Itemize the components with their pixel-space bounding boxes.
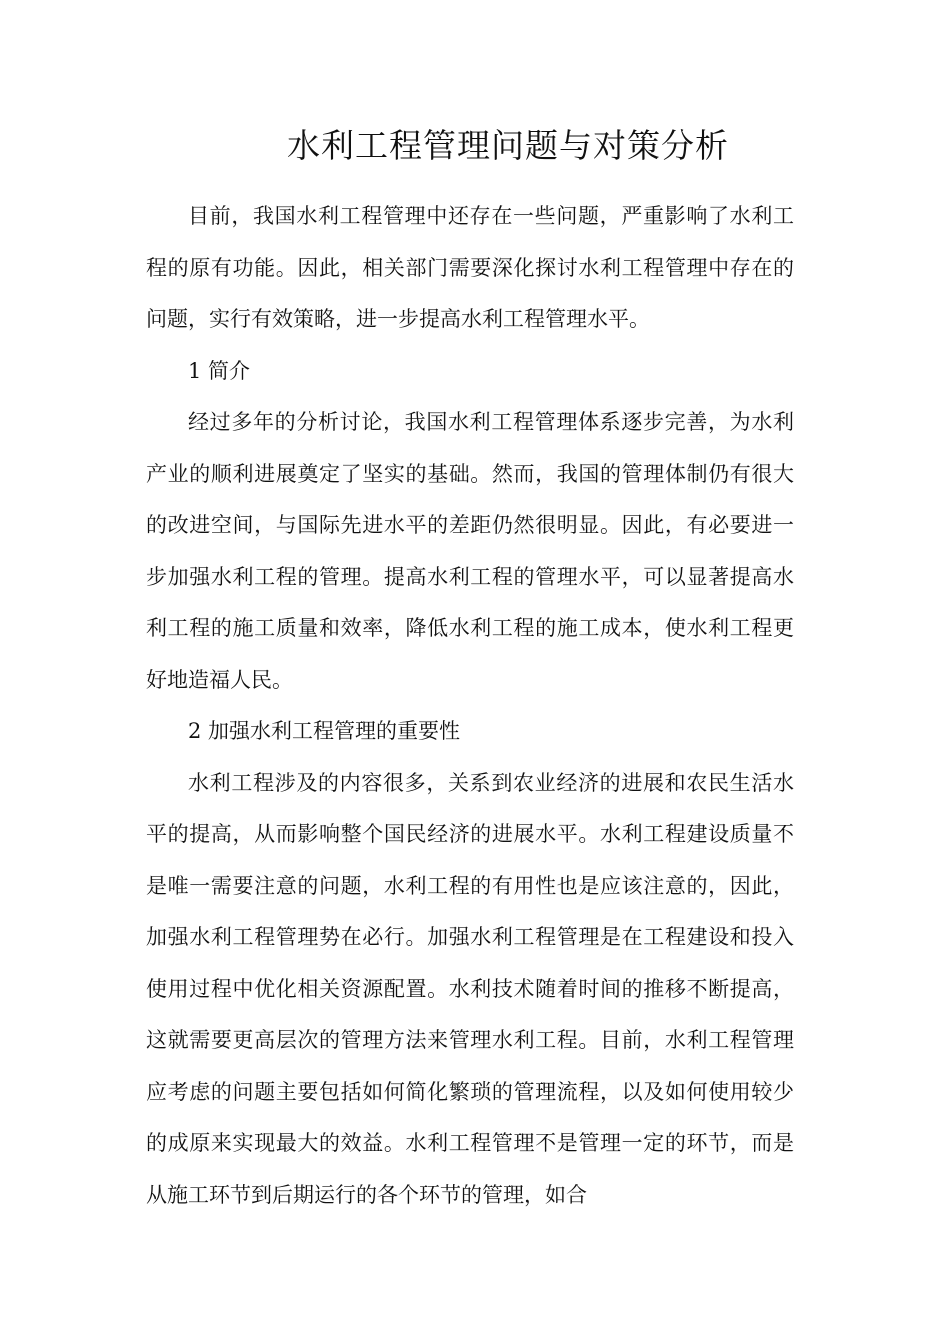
section-heading-1: 1 简介 bbox=[188, 358, 251, 383]
paragraph-section-2: 水利工程涉及的内容很多，关系到农业经济的进展和农民生活水平的提高，从而影响整个国民经济的进展水平。水利工程建设质量不是唯一需要注意的问题，水利工程的有用性也是应该注意的，因此，加强水利工程管理势在必行。加强水利工程管理是在工程建设和投入使用过程中优化相关资源配置。水利技术随着时间的推移不断提高，这就需要更高层次的管理方法来管理水利工程。目前，水利工程管理应考虑的问题主要包括如何简化繁琐的管理流程，以及如何使用较少的成原来实现最大的效益。水利工程管理不是管理一定的环节，而是从施工环节到后期运行的各个环节的管理，如合 bbox=[146, 770, 794, 1207]
document-title: 水利工程管理问题与对策分析 bbox=[287, 126, 729, 165]
document-body bbox=[146, 191, 794, 1221]
paragraph-intro: 目前，我国水利工程管理中还存在一些问题，严重影响了水利工程的原有功能。因此，相关部门需要深化探讨水利工程管理中存在的问题，实行有效策略，进一步提高水利工程管理水平。 bbox=[146, 204, 794, 331]
section-heading-2: 2 加强水利工程管理的重要性 bbox=[188, 719, 461, 743]
paragraph-section-1: 经过多年的分析讨论，我国水利工程管理体系逐步完善，为水利产业的顺利进展奠定了坚实的基础。然而，我国的管理体制仍有很大的改进空间，与国际先进水平的差距仍然很明显。因此，有必要进一步加强水利工程的管理。提高水利工程的管理水平，可以显著提高水利工程的施工质量和效率，降低水利工程的施工成本，使水利工程更好地造福人民。 bbox=[146, 410, 794, 692]
